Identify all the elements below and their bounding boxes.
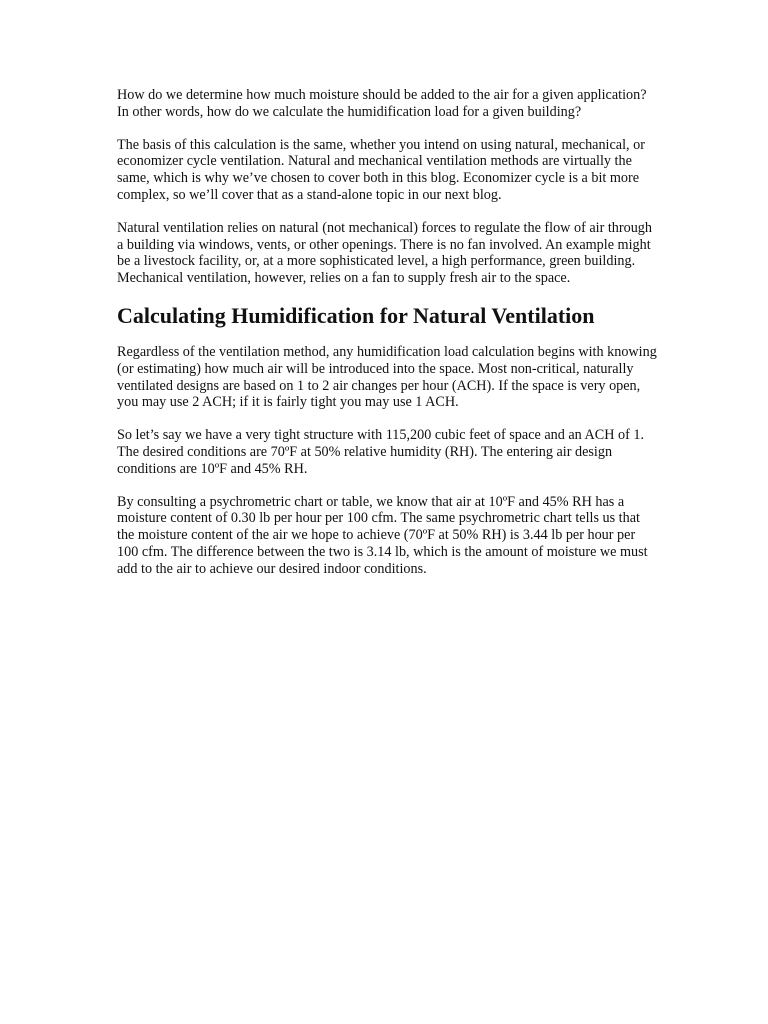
intro-paragraph-3: Natural ventilation relies on natural (not mechanical) forces to regulate the flow of air through a building via windows, vents, or other openings. There is no fan involved. An example might be a livestock facility, or, at a more sophisticated level, a high performance, green building. Mechanical ventilation, however, relies on a fan to supply fresh air to the space. — [117, 219, 652, 287]
body-paragraph-2: So let’s say we have a very tight structure with 115,200 cubic feet of space and an ACH of 1. The desired conditions are 70ºF at 50% relative humidity (RH). The entering air design conditions are 10ºF and 45% RH. — [117, 427, 645, 477]
section-heading: Calculating Humidification for Natural Ventilation — [117, 302, 595, 328]
body-paragraph-1: Regardless of the ventilation method, any humidification load calculation begins with knowing (or estimating) how much air will be introduced into the space. Most non-critical, naturally ventilated designs are based on 1 to 2 air changes per hour (ACH). If the space is very open, you may use 2 ACH; if it is fairly tight you may use 1 ACH. — [117, 343, 657, 411]
document-page — [117, 87, 657, 594]
intro-paragraph-1: How do we determine how much moisture should be added to the air for a given application? In other words, how do we calculate the humidification load for a given building? — [117, 87, 647, 120]
intro-paragraph-2: The basis of this calculation is the same, whether you intend on using natural, mechanical, or economizer cycle ventilation. Natural and mechanical ventilation methods are virtually the same, which is why we’ve chosen to cover both in this blog. Economizer cycle is a bit more complex, so we’ll cover that as a stand-alone topic in our next blog. — [117, 136, 645, 203]
body-paragraph-3: By consulting a psychrometric chart or table, we know that air at 10ºF and 45% RH has a moisture content of 0.30 lb per hour per 100 cfm. The same psychrometric chart tells us that the moisture content of the air we hope to achieve (70ºF at 50% RH) is 3.44 lb per hour per 100 cfm. The difference between the two is 3.14 lb, which is the amount of moisture we must add to the air to achieve our desired indoor conditions. — [117, 493, 648, 577]
